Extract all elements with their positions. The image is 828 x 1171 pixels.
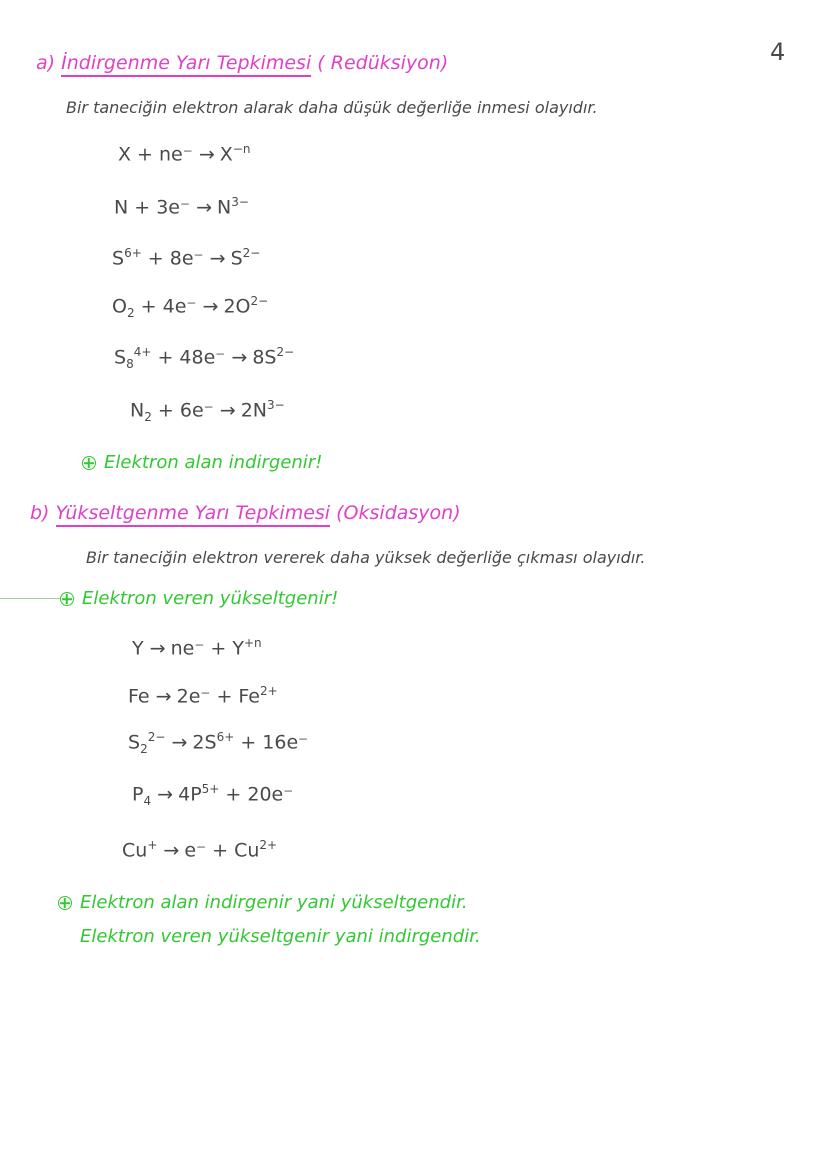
flower-bullet-icon: [58, 896, 72, 910]
equation-a-4: $O_2 + 4e^- \to 2O^{2-}$: [112, 294, 269, 321]
equation-a-1: $X + ne^- \to X^{-n}$: [118, 142, 251, 166]
equation-a-2: $N + 3e^- \to N^{3-}$: [114, 195, 249, 219]
equation-b-4: $P_4 \to 4P^{5+} + 20e^-$: [132, 782, 294, 809]
flower-bullet-icon: [82, 456, 96, 470]
equation-b-1: $Y \to ne^- + Y^{+n}$: [132, 636, 262, 660]
section-b-title-paren: (Oksidasyon): [336, 502, 461, 524]
section-b-title: Yükseltgenme Yarı Tepkimesi: [56, 502, 331, 527]
section-b-heading: [30, 502, 461, 524]
section-a-title: İndirgenme Yarı Tepkimesi: [61, 52, 311, 77]
section-a-label: a): [36, 52, 56, 74]
summary-line-1: Elektron alan indirgenir yani yükseltgendir.: [58, 892, 468, 913]
equation-a-5: $S_8^{4+} + 48e^- \to 8S^{2-}$: [114, 345, 295, 372]
section-a-title-paren: ( Redüksiyon): [317, 52, 449, 74]
equation-b-2: $Fe \to 2e^- + Fe^{2+}$: [128, 684, 278, 708]
section-b-note: Elektron veren yükseltgenir!: [60, 588, 338, 609]
equation-a-3: $S^{6+} + 8e^- \to S^{2-}$: [112, 246, 261, 270]
section-a-note: Elektron alan indirgenir!: [82, 452, 322, 473]
page-number: 4: [770, 38, 786, 66]
section-b-definition: Bir taneciğin elektron vererek daha yüksek değerliğe çıkması olayıdır.: [86, 548, 646, 567]
section-a-definition: Bir taneciğin elektron alarak daha düşük değerliğe inmesi olayıdır.: [66, 98, 598, 117]
equation-a-6: $N_2 + 6e^- \to 2N^{3-}$: [130, 398, 285, 425]
flower-bullet-icon: [60, 592, 74, 606]
section-a-heading: [36, 52, 448, 74]
section-b-label: b): [30, 502, 50, 524]
margin-line: [0, 598, 60, 599]
summary-line-2: Elektron veren yükseltgenir yani indirgendir.: [80, 926, 481, 947]
equation-b-3: $S_2^{2-} \to 2S^{6+} + 16e^-$: [128, 730, 309, 757]
equation-b-5: $Cu^+ \to e^- + Cu^{2+}$: [122, 838, 278, 862]
